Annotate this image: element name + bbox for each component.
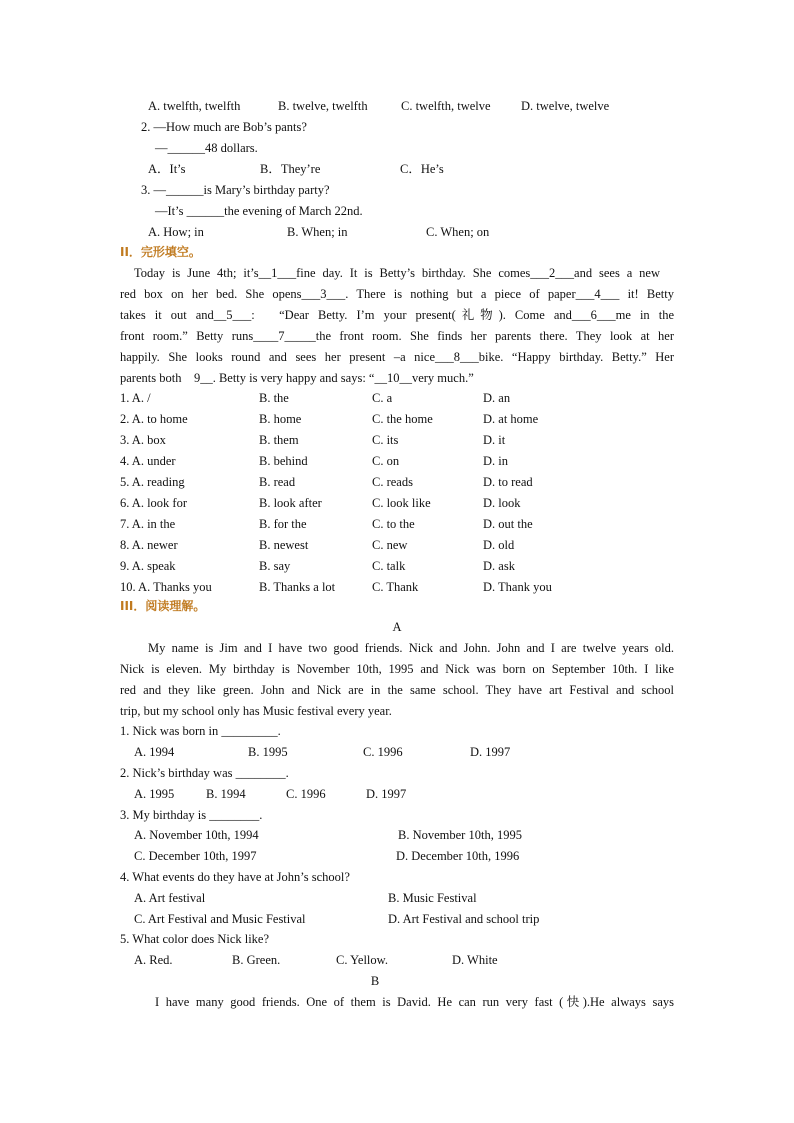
passage-a-line: red and they like green. John and Nick are in the same school. They have art Festival and school xyxy=(120,683,674,697)
passage-a-line: trip, but my school only has Music festival every year. xyxy=(120,704,392,718)
option-b: B. read xyxy=(259,475,296,489)
option-b: B. them xyxy=(259,433,299,447)
option-c: C. the home xyxy=(372,412,433,426)
q3-option-c: C. When; on xyxy=(426,225,490,239)
option-b: B. home xyxy=(259,412,302,426)
option-c: C. look like xyxy=(372,496,431,510)
option-a: 7. A. in the xyxy=(120,517,176,531)
option-a: 4. A. under xyxy=(120,454,176,468)
option-b: B. look after xyxy=(259,496,322,510)
option-a: A. Art festival xyxy=(134,891,206,905)
option-b: B. newest xyxy=(259,538,309,552)
q3-answer-line: —It’s ______the evening of March 22nd. xyxy=(155,204,363,218)
option-c: C. 1996 xyxy=(363,745,403,759)
option-d: D. 1997 xyxy=(366,787,407,801)
option-c: C. 1996 xyxy=(286,787,326,801)
cloze-passage-line: red box on her bed. She opens___3___. There is nothing but a piece of paper___4___ it! Betty xyxy=(120,287,674,301)
passage-a-title: A xyxy=(392,620,402,634)
reading-heading: III．阅读理解。 xyxy=(120,599,206,613)
option-c: C. on xyxy=(372,454,400,468)
option-a: 9. A. speak xyxy=(120,559,176,573)
cloze-passage-line: parents both 9__. Betty is very happy and says: “__10__very much.” xyxy=(120,371,474,385)
option-c: C. a xyxy=(372,391,393,405)
option-b: B. Music Festival xyxy=(388,891,477,905)
q3-option-b: B. When; in xyxy=(287,225,348,239)
option-d: D. out the xyxy=(483,517,533,531)
q1-option-a: A. twelfth, twelfth xyxy=(148,99,241,113)
option-a: 5. A. reading xyxy=(120,475,185,489)
option-a: 6. A. look for xyxy=(120,496,188,510)
option-c: C. to the xyxy=(372,517,415,531)
option-a: A. 1995 xyxy=(134,787,175,801)
option-d: D. White xyxy=(452,953,498,967)
q2-option-b: B．They’re xyxy=(260,162,321,176)
q3-question: 3. —______is Mary’s birthday party? xyxy=(141,183,330,197)
reading-question: 1. Nick was born in _________. xyxy=(120,724,281,738)
cloze-passage-line: takes it out and__5___: “Dear Betty. I’m your present(礼物). Come and___6___me in the xyxy=(120,308,674,322)
reading-question: 3. My birthday is ________. xyxy=(120,808,263,822)
option-a: A. 1994 xyxy=(134,745,175,759)
q3-option-a: A. How; in xyxy=(148,225,204,239)
reading-question: 2. Nick’s birthday was ________. xyxy=(120,766,289,780)
q2-option-c: C．He’s xyxy=(400,162,444,176)
option-d: D. Art Festival and school trip xyxy=(388,912,540,926)
option-b: B. 1995 xyxy=(248,745,288,759)
option-d: D. look xyxy=(483,496,521,510)
option-d: D. 1997 xyxy=(470,745,511,759)
option-b: B. the xyxy=(259,391,289,405)
cloze-passage-line: front room.” Betty runs____7_____the front room. She finds her parents there. They look at her xyxy=(120,329,674,343)
q2-answer-line: —______48 dollars. xyxy=(155,141,258,155)
option-b: B. for the xyxy=(259,517,307,531)
option-a: A. Red. xyxy=(134,953,173,967)
option-d: D. at home xyxy=(483,412,539,426)
option-d: D. December 10th, 1996 xyxy=(396,849,520,863)
option-b: B. 1994 xyxy=(206,787,246,801)
q2-option-a: A．It’s xyxy=(148,162,186,176)
passage-b-line: I have many good friends. One of them is David. He can run very fast (快).He always says xyxy=(155,995,674,1009)
option-a: 8. A. newer xyxy=(120,538,178,552)
cloze-passage-line: happily. She looks round and sees her present –a nice___8___bike. “Happy birthday. Betty.” Her xyxy=(120,350,674,364)
option-b: B. Green. xyxy=(232,953,281,967)
option-b: B. behind xyxy=(259,454,308,468)
option-d: D. ask xyxy=(483,559,515,573)
cloze-heading: II．完形填空。 xyxy=(120,245,201,259)
q1-option-c: C. twelfth, twelve xyxy=(401,99,491,113)
option-c: C. Yellow. xyxy=(336,953,388,967)
option-a: 10. A. Thanks you xyxy=(120,580,212,594)
option-d: D. an xyxy=(483,391,511,405)
option-c: C. reads xyxy=(372,475,413,489)
passage-b-title: B xyxy=(370,974,380,988)
option-c: C. Thank xyxy=(372,580,419,594)
option-c: C. December 10th, 1997 xyxy=(134,849,257,863)
option-a: 2. A. to home xyxy=(120,412,188,426)
option-b: B. say xyxy=(259,559,291,573)
q2-question: 2. —How much are Bob’s pants? xyxy=(141,120,307,134)
option-d: D. to read xyxy=(483,475,533,489)
passage-a-line: Nick is eleven. My birthday is November 10th, 1995 and Nick was born on September 10th. I like xyxy=(120,662,674,676)
reading-question: 5. What color does Nick like? xyxy=(120,932,270,946)
option-c: C. new xyxy=(372,538,408,552)
passage-a-line: My name is Jim and I have two good friends. Nick and John. John and I are twelve years old. xyxy=(148,641,674,655)
option-c: C. Art Festival and Music Festival xyxy=(134,912,306,926)
option-b: B. Thanks a lot xyxy=(259,580,336,594)
cloze-passage-line: Today is June 4th; it’s__1___fine day. It is Betty’s birthday. She comes___2___and sees a new xyxy=(134,266,660,280)
option-d: D. old xyxy=(483,538,515,552)
option-a: A. November 10th, 1994 xyxy=(134,828,259,842)
q1-option-d: D. twelve, twelve xyxy=(521,99,610,113)
option-c: C. its xyxy=(372,433,399,447)
option-d: D. it xyxy=(483,433,506,447)
option-d: D. in xyxy=(483,454,508,468)
option-b: B. November 10th, 1995 xyxy=(398,828,522,842)
reading-question: 4. What events do they have at John’s school? xyxy=(120,870,350,884)
option-d: D. Thank you xyxy=(483,580,552,594)
q1-option-b: B. twelve, twelfth xyxy=(278,99,368,113)
option-a: 3. A. box xyxy=(120,433,166,447)
option-a: 1. A. / xyxy=(120,391,151,405)
option-c: C. talk xyxy=(372,559,406,573)
